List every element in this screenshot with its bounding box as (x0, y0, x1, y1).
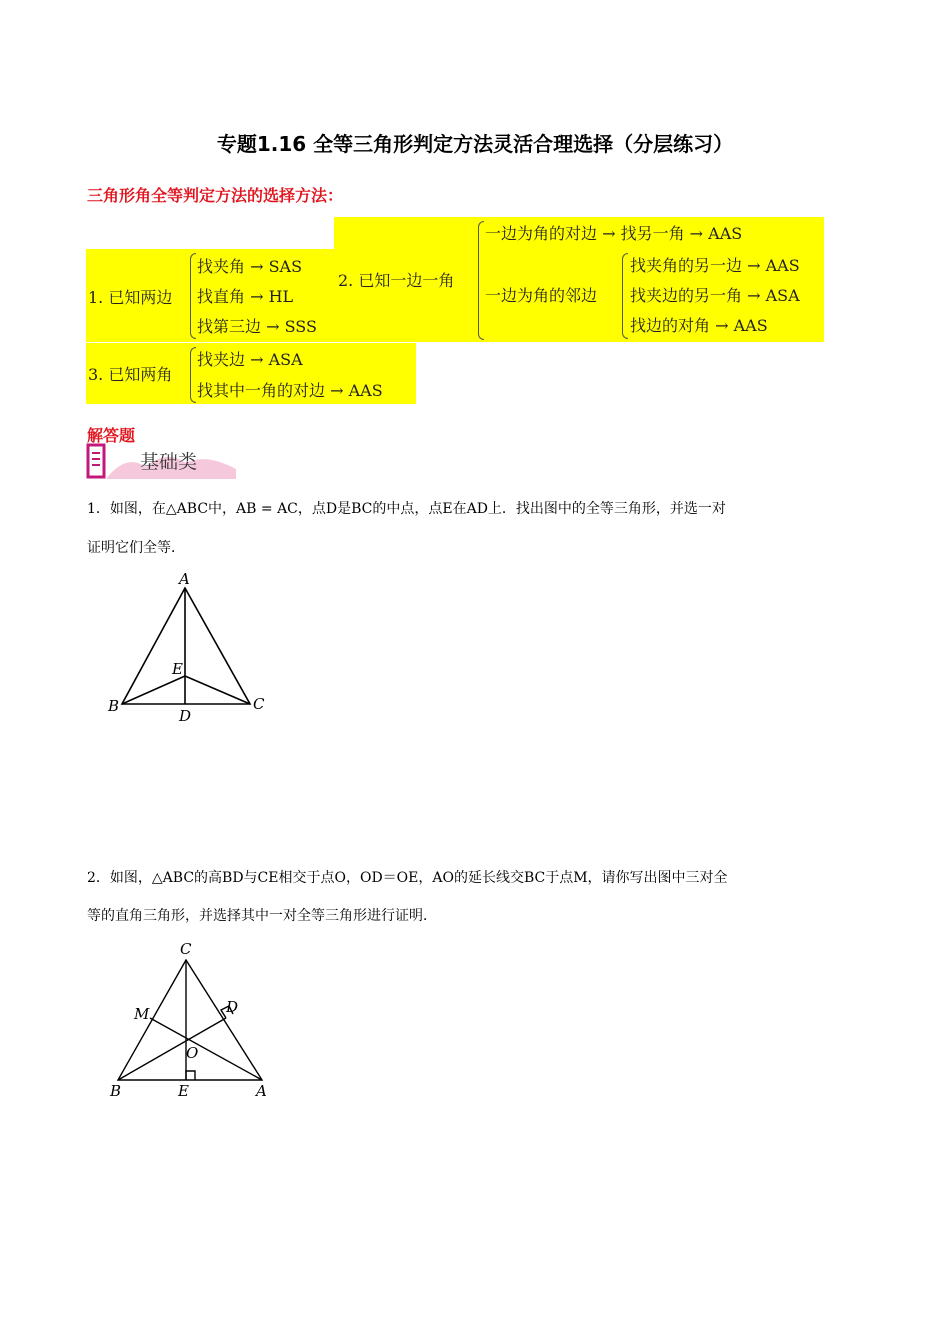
figure-1 (122, 588, 250, 704)
q1-text-cont: 证明它们全等． (87, 540, 185, 556)
q2-text-cont: 等的直角三角形，并选择其中一对全等三角形进行证明． (87, 908, 437, 924)
point-label: E (178, 1082, 189, 1100)
method2-label: 2. 已知一边一角 (338, 271, 455, 290)
page-title: 专题1.16 全等三角形判定方法灵活合理选择（分层练习） (216, 132, 734, 156)
point-label: O (186, 1044, 199, 1062)
method2-item: 找夹角的另一边 → AAS (630, 256, 800, 275)
banner-title: 基础类 (140, 451, 198, 473)
method2-item: 找边的对角 → AAS (630, 316, 768, 335)
point-label: M (134, 1005, 150, 1023)
point-label: C (180, 940, 192, 958)
brace (622, 253, 628, 339)
figure-2-labels (109, 940, 267, 1100)
figure-1-labels (107, 570, 265, 725)
q1-text: 1．如图，在△ABC中，AB = AC，点D是BC的中点，点E在AD上．找出图中的全等三角形，并选一对 (87, 501, 726, 517)
method3-item: 找其中一角的对边 → AAS (197, 381, 383, 400)
figure-2 (118, 960, 262, 1080)
method3-label: 3. 已知两角 (88, 365, 173, 384)
q2-text: 2．如图，△ABC的高BD与CE相交于点O，OD＝OE，AO的延长线交BC于点M，请你写出图中三对全 (87, 870, 728, 886)
method1-item: 找第三边 → SSS (197, 317, 317, 336)
method2-item: 找夹边的另一角 → ASA (630, 286, 800, 305)
method1-item: 找夹角 → SAS (197, 257, 303, 276)
method3-item: 找夹边 → ASA (197, 350, 303, 369)
method1-item: 找直角 → HL (197, 287, 294, 306)
point-label: A (179, 570, 190, 588)
method2-adjacent: 一边为角的邻边 (485, 286, 598, 305)
brace (190, 347, 196, 403)
point-label: E (172, 660, 183, 678)
method2-opposite: 一边为角的对边 → 找另一角 → AAS (485, 224, 743, 243)
point-label: D (179, 707, 192, 725)
brace (190, 253, 196, 339)
point-label: B (108, 697, 120, 715)
method-heading: 三角形角全等判定方法的选择方法： (87, 186, 344, 205)
method1-label: 1. 已知两边 (88, 288, 173, 307)
point-label: B (110, 1082, 122, 1100)
brace (478, 221, 484, 340)
point-label: C (253, 695, 265, 713)
point-label: D (226, 998, 239, 1016)
section-heading: 解答题 (87, 426, 136, 445)
point-label: A (256, 1082, 267, 1100)
